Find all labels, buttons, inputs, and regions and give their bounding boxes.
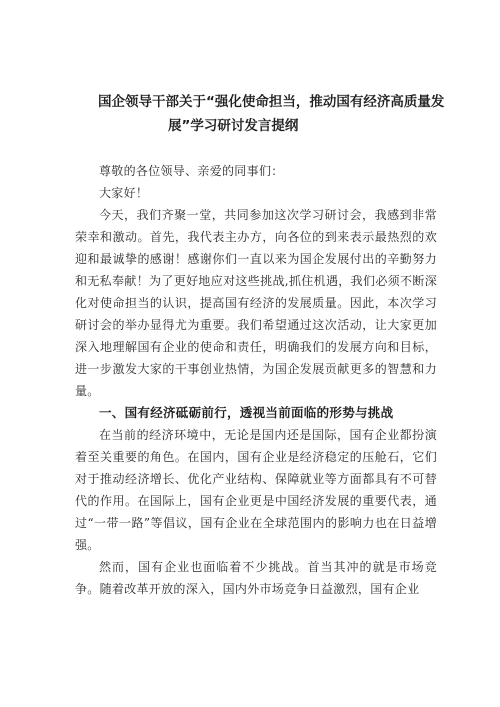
document-body bbox=[75, 160, 437, 600]
title-line-1: 国企领导干部关于“强化使命担当，推动国有经济高质量发 bbox=[98, 94, 445, 110]
document-title bbox=[98, 90, 458, 138]
salutation: 尊敬的各位领导、亲爱的同事们： bbox=[99, 164, 284, 178]
paragraph-challenges: 然而，国有企业也面临着不少挑战。首当其冲的就是市场竞争。随着改革开放的深入，国内外市场竞争日益激烈，国有企业 bbox=[75, 560, 437, 596]
greeting: 大家好！ bbox=[99, 186, 149, 200]
title-line-2: 展”学习研讨发言提纲 bbox=[168, 118, 299, 134]
section-heading-1: 一、国有经济砥砺前行，透视当前面临的形势与挑战 bbox=[99, 405, 394, 420]
paragraph-intro: 今天，我们齐聚一堂，共同参加这次学习研讨会，我感到非常荣幸和激动。首先，我代表主办方，向各位的到来表示最热烈的欢迎和最诚挚的感谢！感谢你们一直以来为国企发展付出的辛勤努力和无私奉献！为了更好地应对这些挑战,抓住机遇，我们必须不断深化对使命担当的认识，提高国有经济的发展质量。因此，本次学习研讨会的举办显得尤为重要。我们希望通过这次活动，让大家更加深入地理解国有企业的使命和责任，明确我们的发展方向和目标，进一步激发大家的干事创业热情，为国企发展贡献更多的智慧和力量。 bbox=[75, 208, 437, 398]
paragraph-situation: 在当前的经济环境中，无论是国内还是国际，国有企业都扮演着至关重要的角色。在国内，国有企业是经济稳定的压舱石，它们对于推动经济增长、优化产业结构、保障就业等方面都具有不可替代的作用。在国际上，国有企业更是中国经济发展的重要代表，通过“一带一路”等倡议，国有企业在全球范围内的影响力也在日益增强。 bbox=[75, 428, 437, 552]
